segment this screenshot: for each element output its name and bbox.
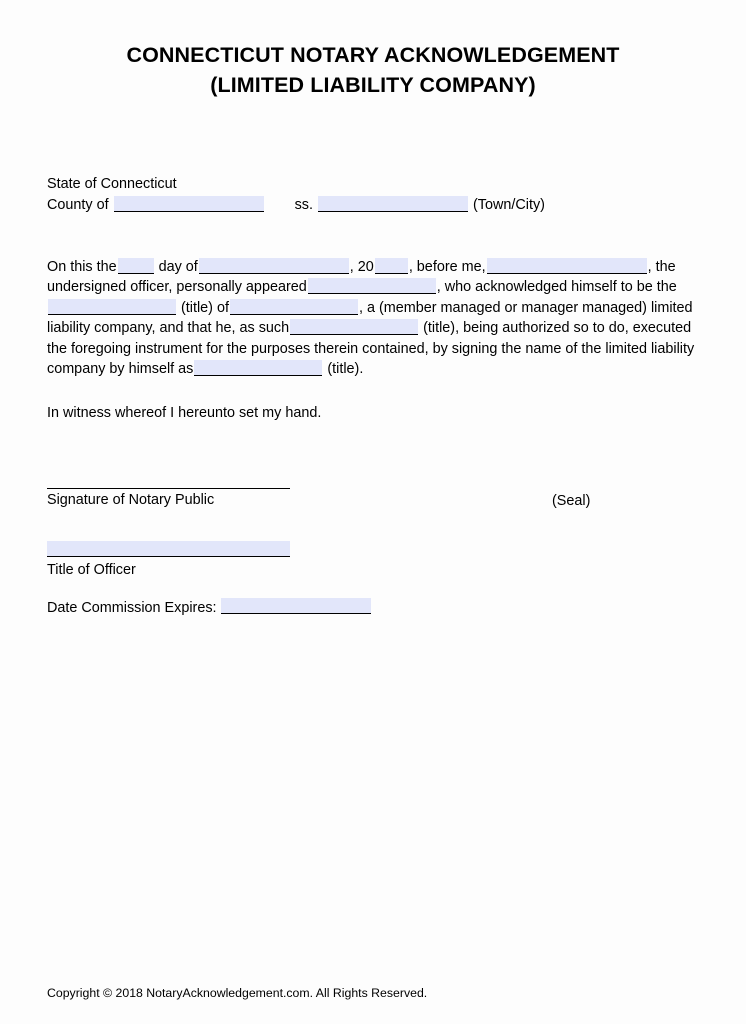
- county-input[interactable]: [114, 196, 264, 212]
- footer-copyright: Copyright © 2018 NotaryAcknowledgement.com. All Rights Reserved.: [47, 986, 428, 1000]
- acknowledgement-paragraph: [47, 257, 699, 379]
- seal-label: (Seal): [552, 493, 591, 509]
- state-label: State of Connecticut: [47, 176, 177, 192]
- appearer-name-input[interactable]: [308, 278, 436, 294]
- ack-text-3: , 20: [349, 259, 374, 275]
- title-of-officer-caption: Title of Officer: [47, 562, 136, 578]
- witness-statement: In witness whereof I hereunto set my hand.: [47, 405, 322, 421]
- signature-line[interactable]: [47, 488, 290, 489]
- ack-text-10: (title).: [327, 361, 364, 378]
- page-title: [0, 40, 746, 100]
- ss-label: ss.: [294, 196, 313, 213]
- signing-title-input[interactable]: [194, 360, 322, 376]
- company-name-input[interactable]: [230, 299, 358, 315]
- ack-text-4: , before me,: [408, 259, 486, 275]
- ack-text-7: (title) of: [181, 299, 229, 316]
- title-line-1: CONNECTICUT NOTARY ACKNOWLEDGEMENT: [126, 43, 620, 67]
- state-line: [47, 174, 699, 195]
- title-of-officer-block: [47, 541, 699, 580]
- officer-title-input[interactable]: [48, 299, 176, 315]
- such-title-input[interactable]: [290, 319, 418, 335]
- county-label: County of: [47, 196, 109, 213]
- ack-text-2: day of: [158, 259, 198, 275]
- ack-text-9: (title), being authorized so to do, executed the foregoing instrument for the purposes therein contained, by signing the name of the limited liability company by himself as: [47, 320, 695, 378]
- notary-name-input[interactable]: [487, 258, 647, 274]
- month-input[interactable]: [199, 258, 349, 274]
- ack-text-1: On this the: [47, 259, 117, 275]
- ack-text-5: , the undersigned officer, personally appeared: [47, 259, 676, 296]
- county-line: [47, 195, 699, 216]
- signature-block: [47, 488, 699, 510]
- town-city-suffix: (Town/City): [473, 196, 545, 213]
- title-line-2: (LIMITED LIABILITY COMPANY): [210, 73, 536, 97]
- document-body: [47, 174, 699, 421]
- title-of-officer-input[interactable]: [47, 541, 290, 557]
- commission-expires-block: [47, 598, 372, 616]
- commission-expires-input[interactable]: [221, 598, 371, 614]
- ack-text-8: , a (member managed or manager managed) limited liability company, and that he, as such: [47, 299, 693, 337]
- year-input[interactable]: [375, 258, 408, 274]
- signature-caption: Signature of Notary Public: [47, 492, 215, 508]
- ack-text-6: , who acknowledged himself to be the: [436, 279, 677, 296]
- commission-expires-label: Date Commission Expires:: [47, 600, 217, 616]
- town-city-input[interactable]: [318, 196, 468, 212]
- venue-block: [47, 174, 699, 215]
- day-input[interactable]: [118, 258, 154, 274]
